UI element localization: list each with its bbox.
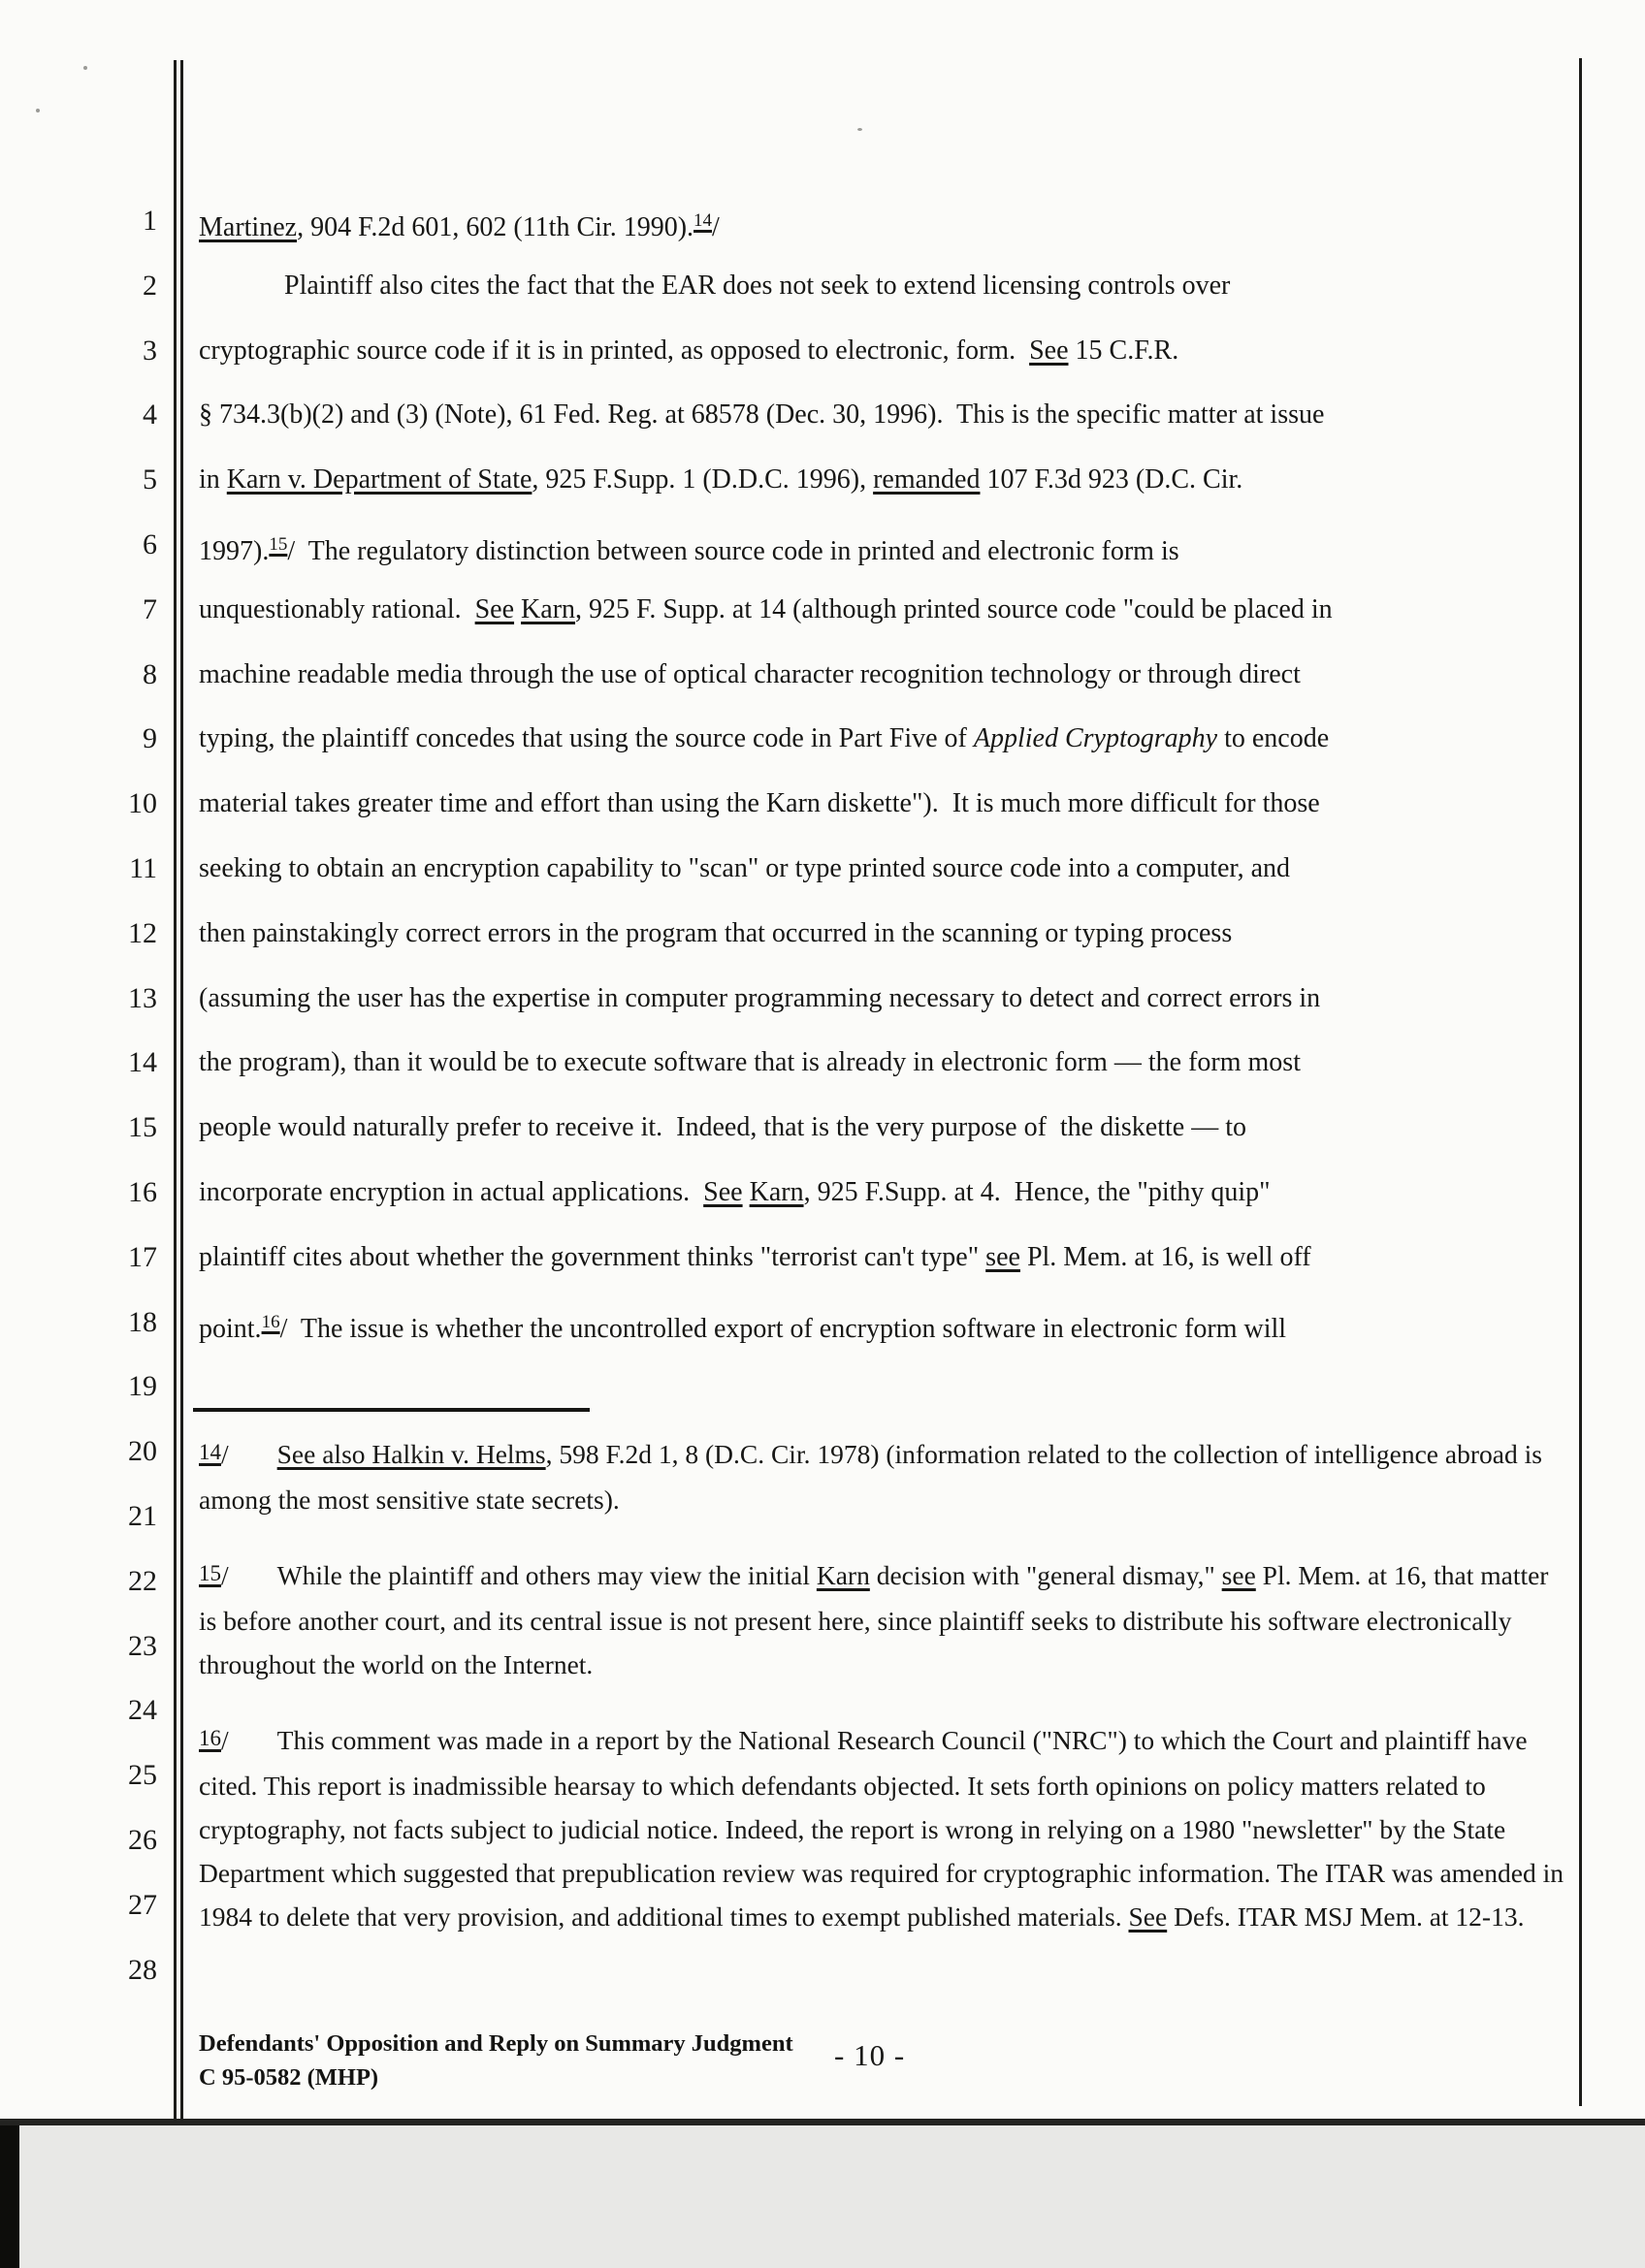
left-double-rule-inner <box>180 60 183 2122</box>
left-double-rule-outer <box>174 60 177 2122</box>
line-number-28: 28 <box>128 1953 157 1986</box>
text-run: See <box>703 1176 743 1207</box>
body-line-7 <box>199 578 1581 643</box>
text-run: See <box>474 593 515 624</box>
text-run: / <box>712 212 720 242</box>
body-line-2 <box>199 254 1581 319</box>
line-number-14: 14 <box>128 1046 157 1079</box>
line-number-2: 2 <box>143 269 157 302</box>
text-run: the program), than it would be to execute software that is already in electronic form — the form most <box>199 1047 1301 1078</box>
text-run: , 925 F.Supp. at 4. Hence, the "pithy quip" <box>803 1176 1271 1207</box>
text-run: This comment was made in a report by the National Research Council ("NRC") to which the Court and plaintiff have cited. This report is inadmissible hearsay to which defendants objected. It sets forth opinions on policy matters related to cryptography, not facts subject to judicial notice. Indeed, the report is wrong in relying on a 1980 "newsletter" by the State Department which suggested that prepublication review was required for cryptographic information. The ITAR was amended in 1984 to delete that very provision, and additional times to exempt published materials. <box>199 1725 1564 1932</box>
footnote-15 <box>199 1553 1566 1686</box>
footnote-separator-rule <box>193 1408 590 1412</box>
text-run: machine readable media through the use of optical character recognition technology or through direct <box>199 658 1301 689</box>
line-number-5: 5 <box>143 463 157 496</box>
footnote-number-slash: / <box>221 1725 229 1755</box>
text-run: § 734.3(b)(2) and (3) (Note), 61 Fed. Reg. at 68578 (Dec. 30, 1996). This is the specific matter at issue <box>199 399 1325 431</box>
body-line-9 <box>199 707 1581 772</box>
text-run: Martinez <box>199 212 298 242</box>
text-run: incorporate encryption in actual applications. <box>199 1176 704 1207</box>
text-run: , 925 F. Supp. at 14 (although printed source code "could be placed in <box>575 593 1333 624</box>
page-bottom-edge <box>0 2119 1645 2125</box>
body-line-12 <box>199 902 1581 967</box>
body-line-18 <box>199 1291 1581 1356</box>
body-line-14 <box>199 1031 1581 1096</box>
text-run: 15 <box>269 533 288 555</box>
line-number-6: 6 <box>143 528 157 560</box>
text-run: see <box>1221 1560 1256 1590</box>
footnote-number: 15 <box>199 1561 221 1585</box>
line-number-17: 17 <box>128 1240 157 1273</box>
line-number-26: 26 <box>128 1824 157 1856</box>
text-run: While the plaintiff and others may view the initial <box>276 1560 817 1590</box>
body-line-17 <box>199 1226 1581 1291</box>
text-run: material takes greater time and effort than using the Karn diskette"). It is much more difficult for those <box>199 788 1320 819</box>
text-run: Karn v. Department of State <box>226 464 532 495</box>
text-run: Karn <box>816 1560 870 1590</box>
line-number-27: 27 <box>128 1888 157 1921</box>
line-number-7: 7 <box>143 592 157 625</box>
scan-edge-shadow <box>0 2125 19 2268</box>
text-run: , 925 F.Supp. 1 (D.D.C. 1996), <box>532 464 874 495</box>
body-text <box>199 189 1581 1355</box>
text-run: decision with "general dismay," <box>869 1560 1222 1590</box>
footnote-number: 16 <box>199 1726 221 1750</box>
text-run: Karn <box>749 1176 804 1207</box>
text-run: Pl. Mem. at 16, that matter is before another court, and its central issue is not present here, since plaintiff seeks to distribute his software electronically throughout the world on the Internet. <box>199 1560 1549 1679</box>
body-line-15 <box>199 1096 1581 1161</box>
line-number-8: 8 <box>143 657 157 690</box>
scan-speck <box>857 128 862 131</box>
text-run: Defs. ITAR MSJ Mem. at 12-13. <box>1167 1901 1525 1932</box>
text-run: 15 C.F.R. <box>1068 335 1179 366</box>
body-line-8 <box>199 643 1581 708</box>
text-run: Pl. Mem. at 16, is well off <box>1019 1241 1311 1272</box>
line-number-22: 22 <box>128 1564 157 1597</box>
footnote-16 <box>199 1718 1566 1938</box>
line-number-15: 15 <box>128 1111 157 1144</box>
body-line-3 <box>199 319 1581 384</box>
text-run: 16 <box>261 1311 280 1332</box>
text-run: See <box>1128 1901 1168 1932</box>
scan-speck <box>36 109 40 112</box>
text-run: point. <box>199 1313 262 1344</box>
text-run: see <box>985 1241 1020 1272</box>
text-run: cryptographic source code if it is in printed, as opposed to electronic, form. <box>199 335 1030 366</box>
body-line-1 <box>199 189 1581 254</box>
line-number-19: 19 <box>128 1370 157 1403</box>
footnote-number-slash: / <box>221 1439 229 1469</box>
footer-case-number: C 95-0582 (MHP) <box>199 2064 379 2091</box>
body-line-16 <box>199 1161 1581 1226</box>
body-line-5 <box>199 448 1581 513</box>
footnote-number-slash: / <box>221 1560 229 1590</box>
footnotes-section <box>199 1432 1566 1970</box>
body-line-6 <box>199 513 1581 578</box>
text-run: typing, the plaintiff concedes that using the source code in Part Five of <box>199 723 974 754</box>
page-number: - 10 - <box>834 2038 906 2072</box>
footnote-14 <box>199 1432 1566 1521</box>
text-run: / The regulatory distinction between source code in printed and electronic form is <box>287 535 1179 566</box>
text-run: then painstakingly correct errors in the program that occurred in the scanning or typing process <box>199 917 1233 948</box>
text-run: remanded <box>873 464 981 495</box>
text-run: in <box>199 464 227 495</box>
line-number-20: 20 <box>128 1435 157 1468</box>
line-number-25: 25 <box>128 1759 157 1792</box>
footer-title: Defendants' Opposition and Reply on Summary Judgment <box>199 2030 793 2057</box>
text-run: unquestionably rational. <box>199 593 475 624</box>
line-number-9: 9 <box>143 722 157 755</box>
footnote-number: 14 <box>199 1440 221 1464</box>
text-run: 1997). <box>199 535 270 566</box>
line-number-1: 1 <box>143 205 157 237</box>
body-line-4 <box>199 383 1581 448</box>
line-number-11: 11 <box>129 852 157 884</box>
text-run: to encode <box>1217 723 1330 754</box>
text-run: (assuming the user has the expertise in computer programming necessary to detect and correct errors in <box>199 982 1321 1013</box>
body-line-11 <box>199 837 1581 902</box>
scan-speck <box>83 66 87 70</box>
text-run: / The issue is whether the uncontrolled export of encryption software in electronic form will <box>279 1313 1287 1344</box>
line-number-10: 10 <box>128 787 157 820</box>
scanner-background-band <box>0 2125 1645 2268</box>
line-number-21: 21 <box>128 1500 157 1532</box>
body-line-10 <box>199 772 1581 837</box>
line-number-18: 18 <box>128 1305 157 1338</box>
text-run: , 598 F.2d 1, 8 (D.C. Cir. 1978) (information related to the collection of intelligence abroad is among the most sensitive state secrets). <box>199 1439 1542 1515</box>
text-run: 14 <box>693 210 713 231</box>
line-number-12: 12 <box>128 916 157 949</box>
text-run <box>514 594 521 624</box>
text-run: seeking to obtain an encryption capability to "scan" or type printed source code into a computer, and <box>199 852 1291 883</box>
line-number-4: 4 <box>143 399 157 431</box>
line-number-3: 3 <box>143 334 157 367</box>
text-run: See <box>1029 335 1069 366</box>
text-run: people would naturally prefer to receive it. Indeed, that is the very purpose of the diskette — to <box>199 1112 1246 1143</box>
body-line-13 <box>199 967 1581 1032</box>
text-run: 107 F.3d 923 (D.C. Cir. <box>980 464 1243 495</box>
text-run: Applied Cryptography <box>973 723 1218 754</box>
line-number-16: 16 <box>128 1176 157 1208</box>
document-footer <box>199 2027 793 2094</box>
line-number-24: 24 <box>128 1694 157 1727</box>
text-run: , 904 F.2d 601, 602 (11th Cir. 1990). <box>297 212 694 242</box>
text-run <box>743 1177 750 1207</box>
text-run: Plaintiff also cites the fact that the EAR does not seek to extend licensing controls over <box>284 270 1231 301</box>
text-run: See also Halkin v. Helms <box>276 1439 546 1469</box>
line-number-13: 13 <box>128 981 157 1014</box>
text-run: Karn <box>521 593 576 624</box>
line-number-23: 23 <box>128 1629 157 1662</box>
text-run: plaintiff cites about whether the government thinks "terrorist can't type" <box>199 1241 986 1272</box>
